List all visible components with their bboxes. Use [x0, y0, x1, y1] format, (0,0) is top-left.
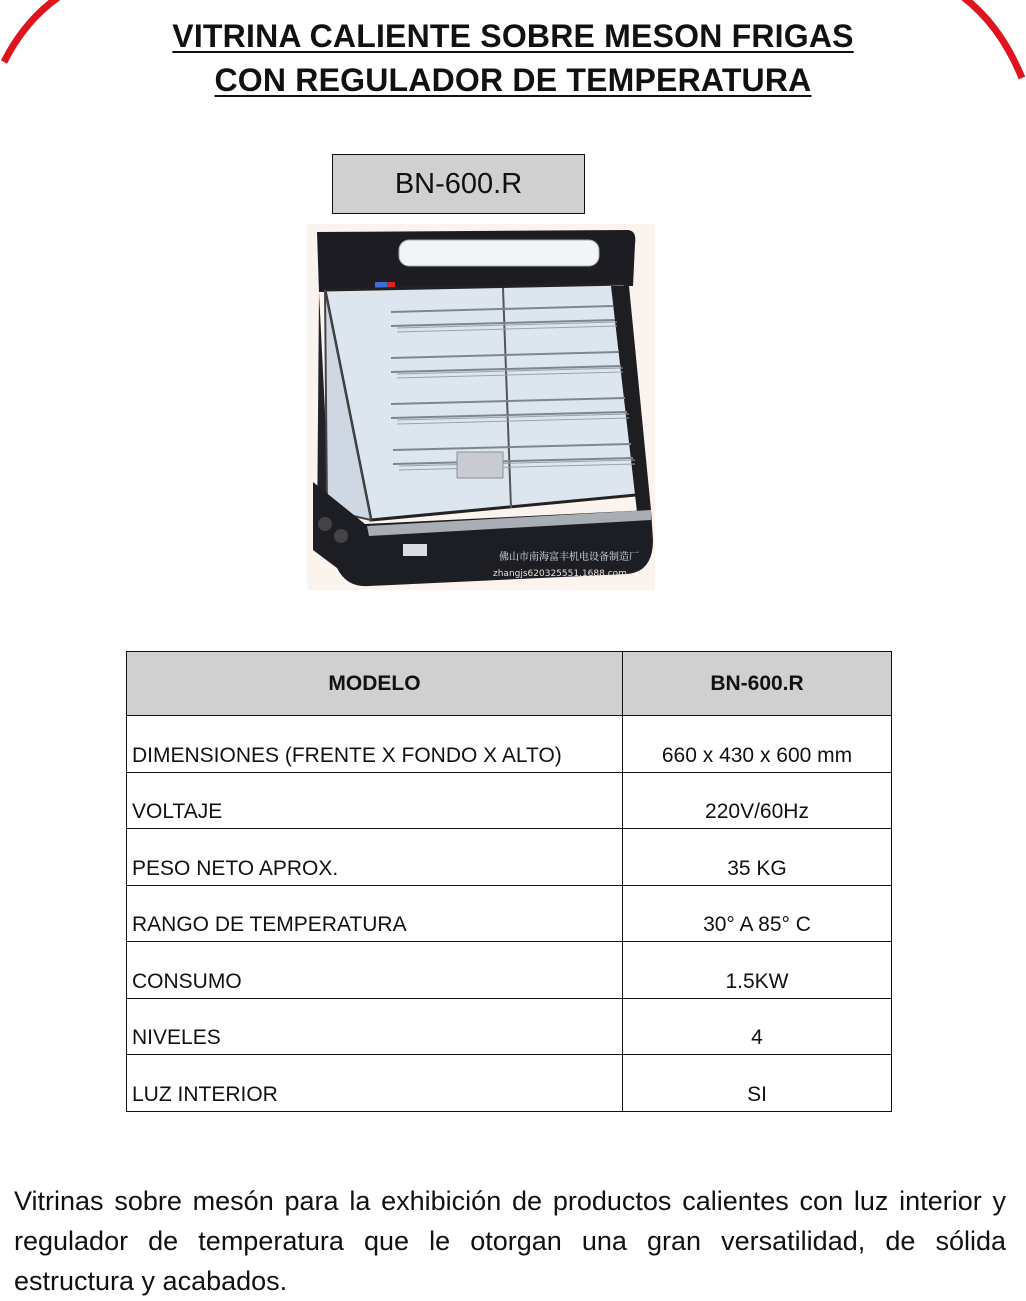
- table-row: [127, 716, 892, 773]
- row-value: 30° A 85° C: [623, 885, 892, 942]
- row-label: LUZ INTERIOR: [127, 1055, 623, 1112]
- row-label: RANGO DE TEMPERATURA: [127, 885, 623, 942]
- row-value: 4: [623, 998, 892, 1055]
- document-title: [0, 14, 1026, 102]
- watermark-url: zhangjs620325551.1688.com: [493, 569, 627, 579]
- row-label: CONSUMO: [127, 942, 623, 999]
- row-label: DIMENSIONES (FRENTE X FONDO X ALTO): [127, 716, 623, 773]
- product-description: Vitrinas sobre mesón para la exhibición de productos calientes con luz interior y regulador de temperatura que le otorgan una gran versatilidad, de sólida estructura y acabados.: [14, 1186, 1006, 1296]
- row-value: 1.5KW: [623, 942, 892, 999]
- spec-table-header-row: [127, 652, 892, 716]
- row-label: PESO NETO APROX.: [127, 829, 623, 886]
- row-value: 220V/60Hz: [623, 772, 892, 829]
- row-value: SI: [623, 1055, 892, 1112]
- model-label-box: [332, 154, 585, 214]
- model-label: BN-600.R: [394, 167, 523, 200]
- header-value-cell: BN-600.R: [623, 652, 892, 716]
- table-row: [127, 1055, 892, 1112]
- table-row: [127, 829, 892, 886]
- row-label: VOLTAJE: [127, 772, 623, 829]
- table-row: [127, 942, 892, 999]
- product-photo: [307, 224, 655, 590]
- spec-table: [126, 651, 892, 1112]
- table-row: [127, 772, 892, 829]
- row-value: 660 x 430 x 600 mm: [623, 716, 892, 773]
- header-label-cell: MODELO: [127, 652, 623, 716]
- title-line-1: VITRINA CALIENTE SOBRE MESON FRIGAS: [172, 18, 854, 54]
- row-value: 35 KG: [623, 829, 892, 886]
- title-line-2: CON REGULADOR DE TEMPERATURA: [214, 62, 812, 98]
- table-row: [127, 885, 892, 942]
- watermark-cn: 佛山市南海富丰机电设备制造厂: [499, 552, 639, 563]
- row-label: NIVELES: [127, 998, 623, 1055]
- table-row: [127, 998, 892, 1055]
